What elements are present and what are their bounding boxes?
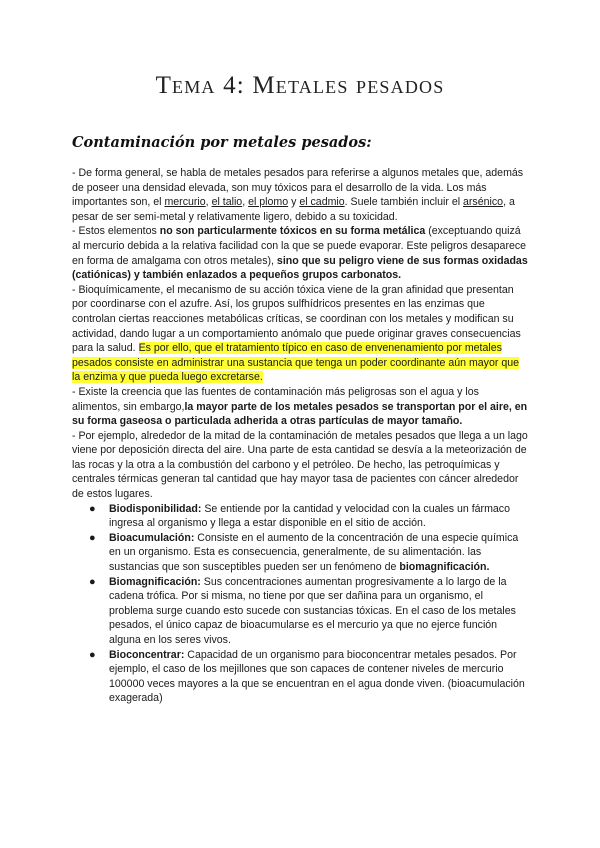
term-arsenico: arsénico xyxy=(463,196,504,209)
bold-text: sino que su peligro viene de sus formas oxidadas (catiónicas) y también enlazados a pequeños grupos carbonatos. xyxy=(72,254,528,282)
term-mercurio: mercurio xyxy=(164,196,206,209)
highlighted-text: Es por ello, que el tratamiento típico en caso de envenenamiento por metales pesados consiste en administrar una sustancia que tenga un poder coordinante aún mayor que la enzima y que pueda luego excretarse. xyxy=(72,342,519,384)
bold-text: la mayor parte de los metales pesados se transportan por el aire, en su forma gaseosa o particulada adherida a otras partículas de mayor tamaño. xyxy=(72,400,528,428)
definition-text: Se entiende por la cantidad y velocidad con la cuales un fármaco ingresa al organismo y llega a estar disponible en el sitio de acción. xyxy=(109,502,510,530)
list-item xyxy=(89,648,528,706)
paragraph-sources xyxy=(72,385,528,429)
definition-text: Capacidad de un organismo para bioconcentrar metales pesados. Por ejemplo, el caso de los mejillones que son capaces de contener niveles de mercurio 100000 veces mayores a la que se encuentran en el agua donde viven. (bioacumulación exagerada) xyxy=(109,648,525,705)
definition-text: Sus concentraciones aumentan progresivamente a lo largo de la cadena trófica. Por si misma, no tiene por que ser dañina para un organismo, el problema surge cuando esto sucede con sustancias tóxicas. En el caso de los metales pesados, el único capaz de bioacumularse es el mercurio ya que no ejerce función alguna en los seres vivos. xyxy=(109,575,516,646)
document-body xyxy=(72,166,528,706)
text-run: - Bioquímicamente, el mecanismo de su acción tóxica viene de la gran afinidad que presentan por coordinarse con el azufre. Así, los grupos sulfhídricos presentes en las enzimas que controlan ciertas reacciones metabólicas críticas, se coordinan con los metales y modifican su actividad, dando lugar a un comportamiento anómalo que puede originar graves consecuencias para la salud. xyxy=(72,283,521,355)
paragraph-toxicity xyxy=(72,224,528,282)
text-run: , a pesar de ser semi-metal y relativamente ligero, debido a su toxicidad. xyxy=(72,196,515,223)
text-run: - Existe la creencia que las fuentes de contaminación más peligrosas son el agua y los alimentos, sin embargo, xyxy=(72,385,479,413)
definition-term: Bioconcentrar: xyxy=(109,648,185,661)
paragraph-example: - Por ejemplo, alrededor de la mitad de la contaminación de metales pesados que llega a un lago viene por deposición directa del aire. Una parte de esta cantidad se desvía a la meteorización de las rocas y la otra a la combustión del carbono y el petróleo. De hecho, las petroquímicas y centrales térmicas generan tal cantidad que hay mayor tasa de pacientes con cáncer alrededor de estos lugares. xyxy=(72,429,528,501)
section-heading: Contaminación por metales pesados: xyxy=(72,134,372,151)
text-run: - Estos elementos xyxy=(72,225,160,238)
definition-text: Consiste en el aumento de la concentración de una especie química en un organismo. Esta es consecuencia, generalmente, de su alimentación. las sustancias que son susceptibles pueden ser un fenómeno de xyxy=(109,531,519,574)
term-cadmio: el cadmio xyxy=(299,196,345,209)
paragraph-biochemistry xyxy=(72,283,528,385)
bullet-icon: ● xyxy=(89,648,96,661)
definition-term: Biomagnificación: xyxy=(109,575,201,588)
text-run: . Suele también incluir el xyxy=(344,196,464,209)
page-title: Tema 4: Metales pesados xyxy=(155,72,445,99)
list-item xyxy=(89,502,528,531)
text-run: (exceptuando quizá al mercurio debida a la relativa facilidad con la que se puede evaporar. Este peligros desaparece en forma de amalgama con otros metales), xyxy=(72,225,527,267)
bullet-icon: ● xyxy=(89,575,96,588)
term-plomo: el plomo xyxy=(248,196,289,209)
bold-text: no son particularmente tóxicos en su forma metálica xyxy=(159,225,426,238)
bullet-icon: ● xyxy=(89,531,96,544)
paragraph-intro xyxy=(72,166,528,224)
term-talio: el talio xyxy=(211,196,243,209)
list-item xyxy=(89,575,528,648)
text-run: , xyxy=(242,196,249,209)
list-item xyxy=(89,531,528,575)
definitions-list xyxy=(72,502,528,706)
text-run: - De forma general, se habla de metales pesados para referirse a algunos metales que, además de poseer una densidad elevada, son muy tóxicos para el desarrollo de la vida. Los más importantes son, el xyxy=(72,167,524,209)
definition-term: Bioacumulación: xyxy=(109,531,195,544)
bullet-icon: ● xyxy=(89,502,96,515)
definition-term: Biodisponibilidad: xyxy=(109,502,202,515)
text-run: y xyxy=(288,196,300,209)
bold-text: biomagnificación. xyxy=(399,561,490,574)
text-run: , xyxy=(205,196,212,209)
